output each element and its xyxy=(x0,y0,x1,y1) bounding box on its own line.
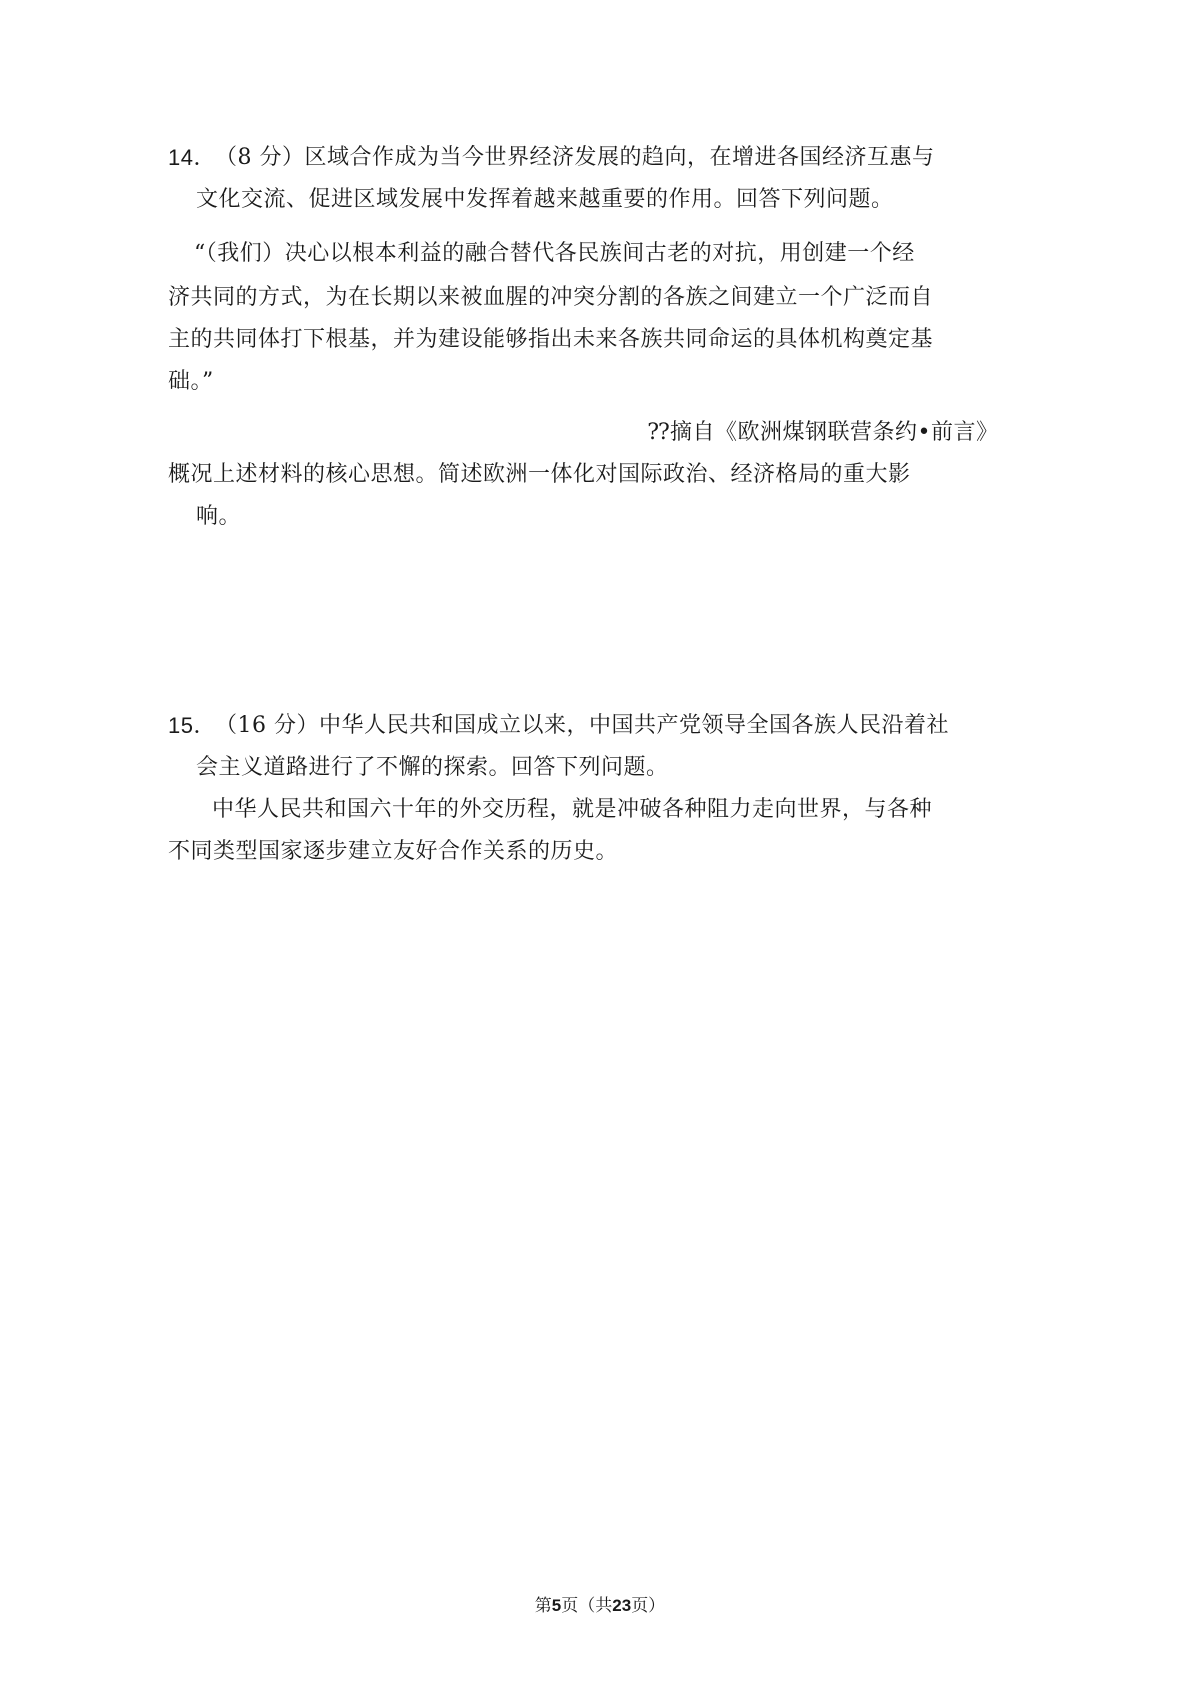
footer-suffix: 页） xyxy=(631,1596,666,1616)
question-prompt-line: 概况上述材料的核心思想。简述欧洲一体化对国际政治、经济格局的重大影 xyxy=(168,462,911,487)
material-text-line: 中华人民共和国六十年的外交历程，就是冲破各种阻力走向世界，与各种 xyxy=(212,797,933,822)
footer-middle: 页（共 xyxy=(561,1596,613,1616)
material-quote-line: 础。” xyxy=(168,369,214,394)
question-stem-line: （16 分）中华人民共和国成立以来，中国共产党领导全国各族人民沿着社 xyxy=(215,713,949,738)
current-page-number: 5 xyxy=(551,1596,562,1615)
page-footer xyxy=(0,1595,1200,1617)
question-stem-line: 会主义道路进行了不懈的探索。回答下列问题。 xyxy=(196,755,669,780)
material-quote-line: 主的共同体打下根基，并为建设能够指出未来各族共同命运的具体机构奠定基 xyxy=(168,327,934,352)
material-quote-line: 济共同的方式，为在长期以来被血腥的冲突分割的各族之间建立一个广泛而自 xyxy=(168,285,934,310)
question-number: 14． xyxy=(168,145,216,170)
question-stem-line: （8 分）区域合作成为当今世界经济发展的趋向，在增进各国经济互惠与 xyxy=(215,145,935,170)
footer-prefix: 第 xyxy=(534,1596,552,1616)
total-page-number: 23 xyxy=(612,1596,632,1615)
material-text-line: 不同类型国家逐步建立友好合作关系的历史。 xyxy=(168,839,619,864)
question-stem-line: 文化交流、促进区域发展中发挥着越来越重要的作用。回答下列问题。 xyxy=(196,187,894,212)
material-source: ⁇摘自《欧洲煤钢联营条约•前言》 xyxy=(648,420,999,445)
question-number: 15． xyxy=(168,713,216,738)
material-quote-line: “（我们）决心以根本利益的融合替代各民族间古老的对抗，用创建一个经 xyxy=(194,241,915,266)
question-prompt-line: 响。 xyxy=(196,504,242,529)
